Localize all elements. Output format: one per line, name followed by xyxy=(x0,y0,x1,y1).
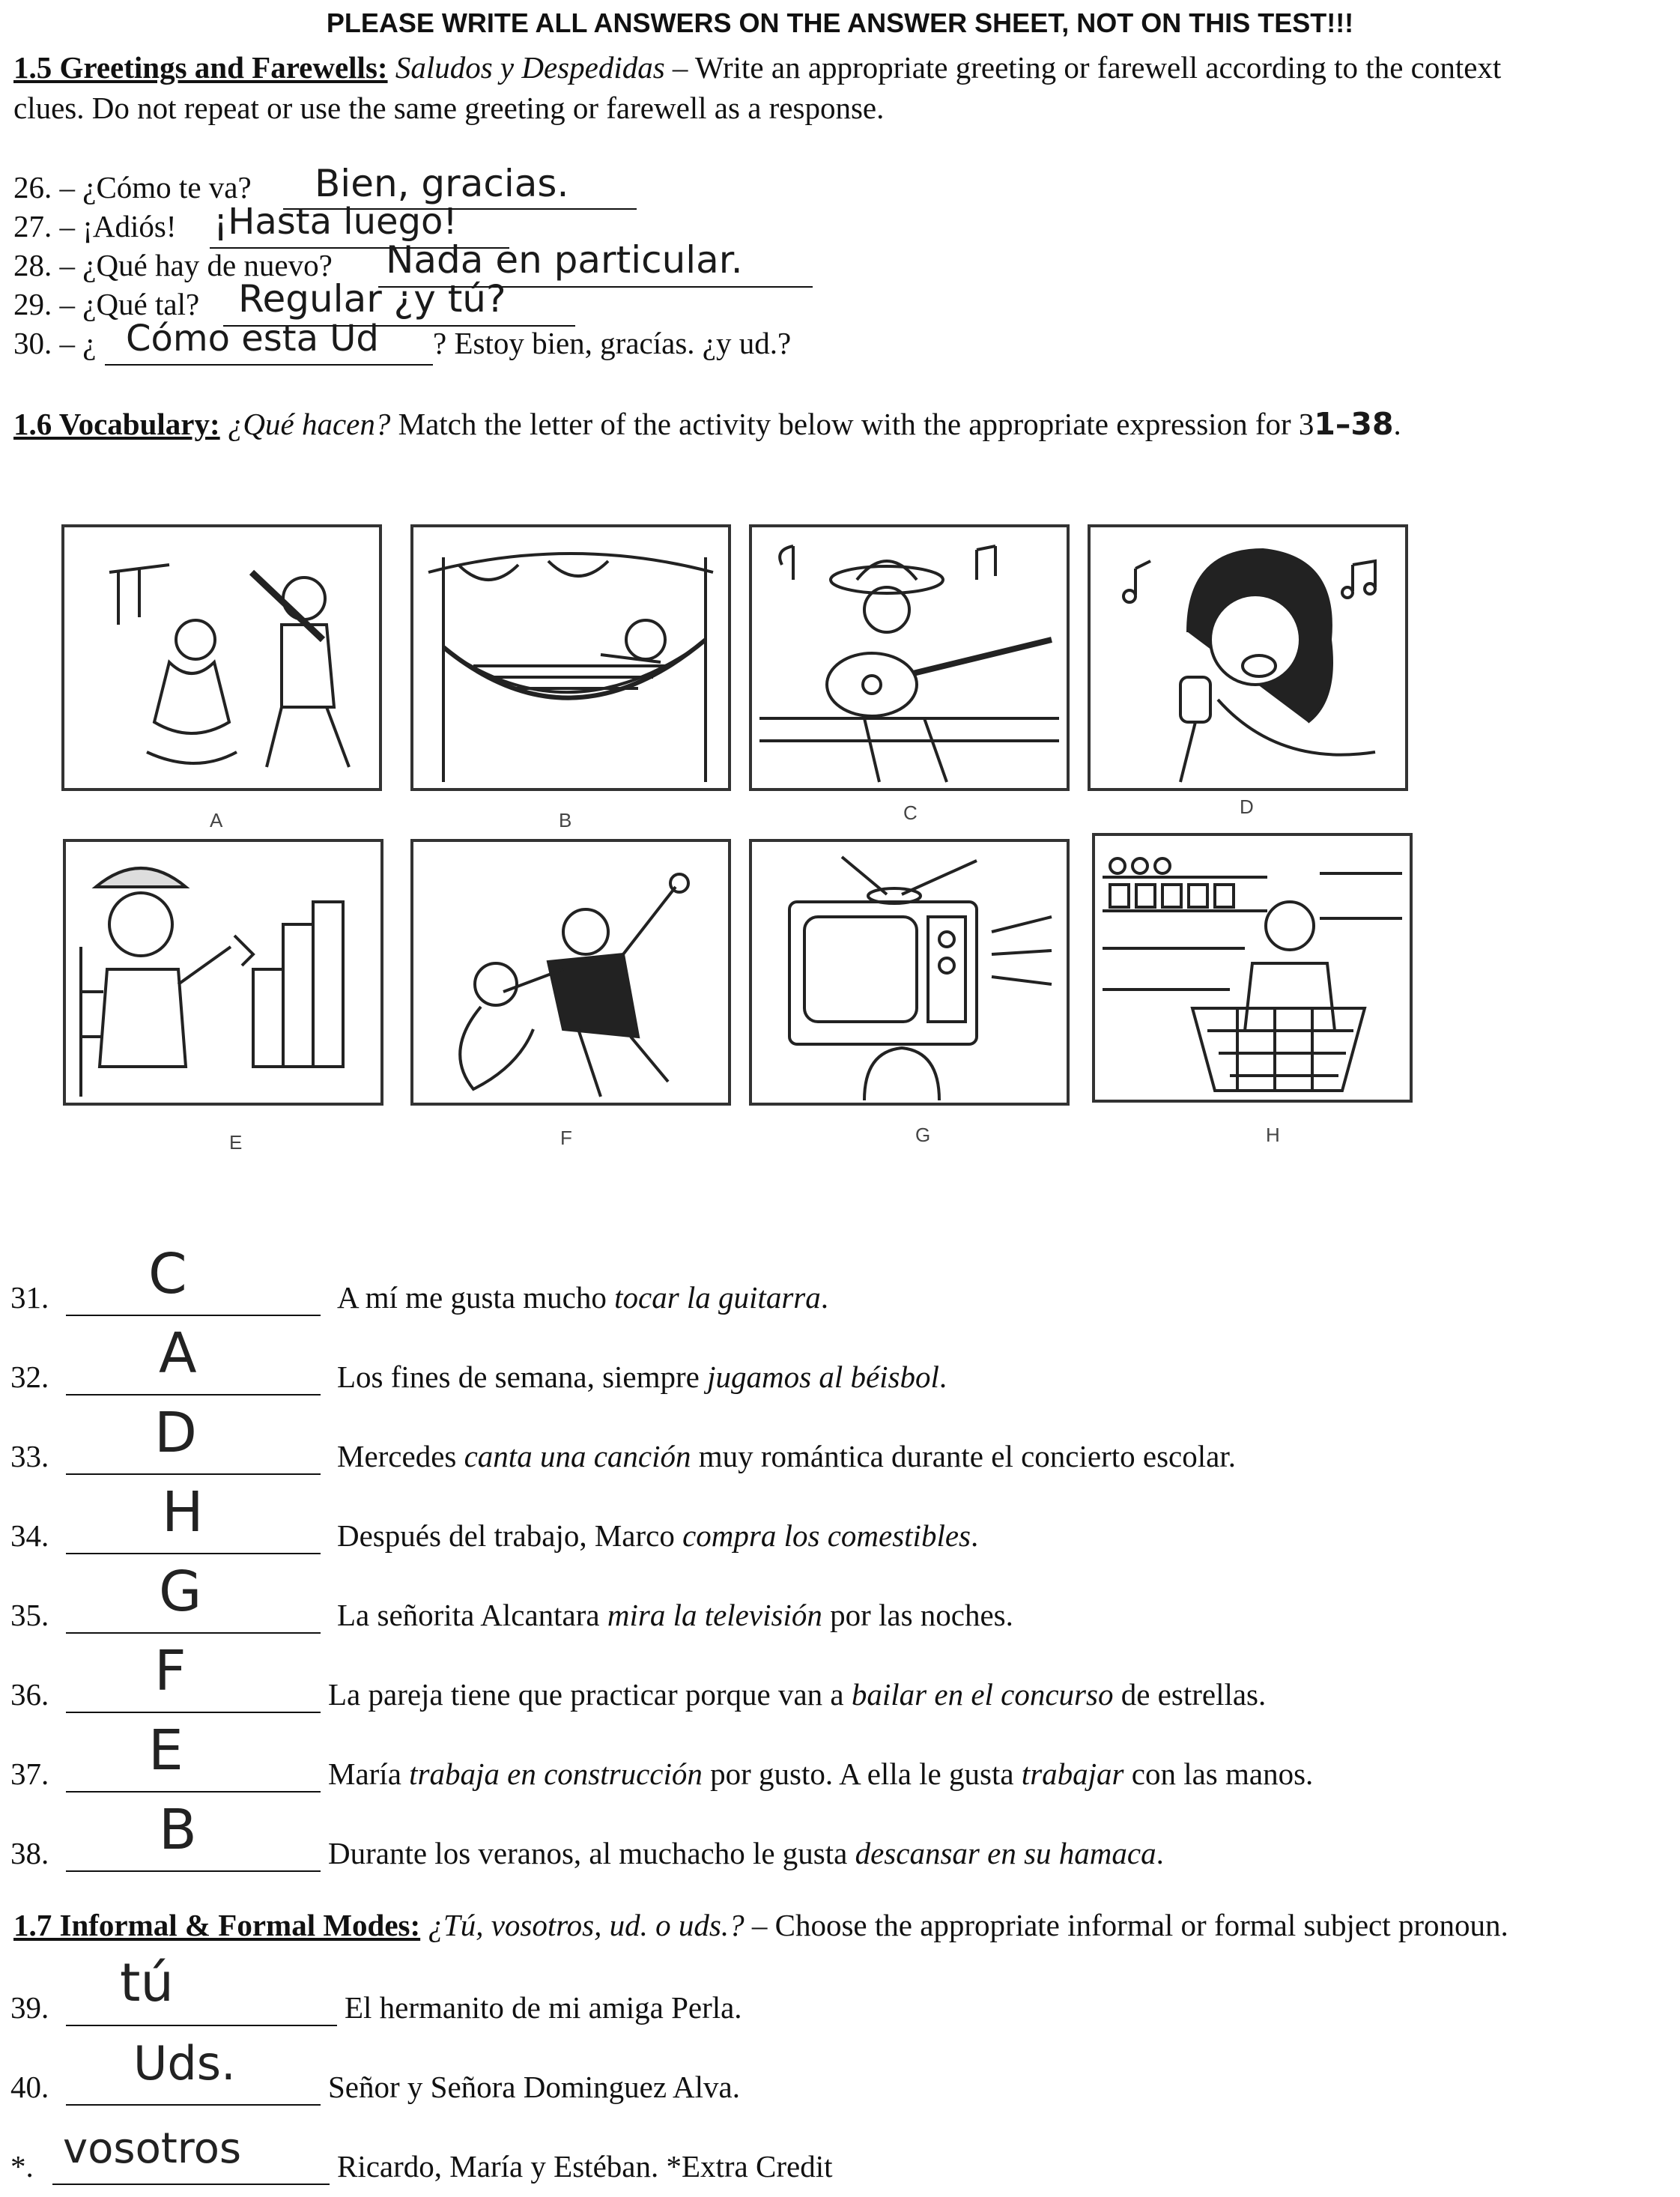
item-prompt: ¿Qué hay de nuevo? xyxy=(82,248,333,282)
section-title: 1.5 Greetings and Farewells: xyxy=(13,50,388,85)
item-35-number: 35. xyxy=(10,1598,49,1632)
item-31-text: A mí me gusta mucho tocar la guitarra. xyxy=(337,1280,828,1315)
item-40-text: Señor y Señora Dominguez Alva. xyxy=(328,2070,740,2104)
item-37-text: María trabaja en construcción por gusto. A ella le gusta trabajar con las manos. xyxy=(328,1757,1314,1791)
picture-panel-c xyxy=(749,524,1070,791)
handwritten-answer: Bien, gracias. xyxy=(315,162,569,205)
baseball-illustration xyxy=(64,527,379,788)
panel-label-d: D xyxy=(1240,796,1254,818)
handwritten-answer: Cómo esta Ud xyxy=(126,318,379,360)
instr-end: . xyxy=(1393,407,1401,441)
item-32-number: 32. xyxy=(10,1360,49,1394)
handwritten-answer: E xyxy=(148,1718,184,1783)
dancing-illustration xyxy=(413,842,728,1103)
answer-line[interactable] xyxy=(66,2104,321,2106)
television-illustration xyxy=(752,842,1067,1103)
handwritten-answer: G xyxy=(159,1560,202,1624)
section-instructions: Match the letter of the activity below with the appropriate expression for 3 xyxy=(390,407,1314,441)
item-33-number: 33. xyxy=(10,1439,49,1473)
item-40-number: 40. xyxy=(10,2070,49,2104)
item-39-number: 39. xyxy=(10,1990,49,2025)
answer-line[interactable] xyxy=(66,1553,321,1554)
picture-panel-g xyxy=(749,839,1070,1106)
item-32-text: Los fines de semana, siempre jugamos al béisbol. xyxy=(337,1360,947,1394)
item-30 xyxy=(13,322,96,364)
item-37-number: 37. xyxy=(10,1757,49,1791)
grocery-illustration xyxy=(1095,836,1410,1100)
item-number: 28. – xyxy=(13,248,83,282)
panel-label-g: G xyxy=(915,1124,931,1146)
item-31-number: 31. xyxy=(10,1280,49,1315)
item-27 xyxy=(13,205,177,247)
panel-label-f: F xyxy=(560,1127,572,1149)
handwritten-answer: Nada en particular. xyxy=(386,238,743,282)
panel-label-e: E xyxy=(229,1131,243,1154)
item-prompt: ¿ xyxy=(82,326,97,360)
section-instructions: – Write an appropriate greeting or farewell according to the context xyxy=(664,50,1502,85)
construction-illustration xyxy=(66,842,380,1103)
guitar-illustration xyxy=(752,527,1067,788)
item-35-text: La señorita Alcantara mira la televisión por las noches. xyxy=(337,1598,1013,1632)
item-39-text: El hermanito de mi amiga Perla. xyxy=(345,1990,742,2025)
item-36-number: 36. xyxy=(10,1677,49,1712)
handwritten-answer: B xyxy=(159,1798,197,1862)
answer-line[interactable] xyxy=(66,1712,321,1713)
hammock-illustration xyxy=(413,527,728,788)
picture-panel-b xyxy=(410,524,731,791)
handwritten-answer: Uds. xyxy=(133,2036,236,2091)
answer-line[interactable] xyxy=(105,364,433,366)
singer-illustration xyxy=(1091,527,1405,788)
panel-label-a: A xyxy=(210,809,223,831)
handwritten-answer: vosotros xyxy=(63,2124,242,2173)
handwritten-answer: Regular ¿y tú? xyxy=(238,277,506,321)
answer-line[interactable] xyxy=(66,1632,321,1634)
picture-panel-e xyxy=(63,839,383,1106)
section-subtitle: Saludos y Despedidas xyxy=(395,50,665,85)
answer-line[interactable] xyxy=(66,1791,321,1793)
picture-panel-f xyxy=(410,839,731,1106)
item-30-suffix: ? Estoy bien, gracías. ¿y ud.? xyxy=(433,326,792,360)
item-prompt: ¡Adiós! xyxy=(82,209,177,243)
section-1-7-heading xyxy=(13,1904,1508,1946)
answer-line[interactable] xyxy=(66,1870,321,1872)
answer-line[interactable] xyxy=(66,1315,321,1316)
panel-label-b: B xyxy=(559,809,572,831)
handwritten-answer: tú xyxy=(120,1952,174,2013)
item-38-text: Durante los veranos, al muchacho le gusta descansar en su hamaca. xyxy=(328,1836,1164,1870)
item-prompt: ¿Cómo te va? xyxy=(82,170,252,204)
section-title: 1.7 Informal & Formal Modes: xyxy=(13,1908,421,1942)
handwritten-answer: ¡Hasta luego! xyxy=(213,201,458,243)
answer-line[interactable] xyxy=(66,2025,337,2026)
panel-label-c: C xyxy=(903,801,918,824)
item-number: 26. – xyxy=(13,170,83,204)
answer-line[interactable] xyxy=(52,2184,330,2185)
item-33-text: Mercedes canta una canción muy romántica durante el concierto escolar. xyxy=(337,1439,1236,1473)
section-subtitle: ¿Tú, vosotros, ud. o uds.? xyxy=(428,1908,745,1942)
item-prompt: ¿Qué tal? xyxy=(82,287,200,321)
section-subtitle: ¿Qué hacen? xyxy=(227,407,391,441)
item-38-number: 38. xyxy=(10,1836,49,1870)
handwritten-range: 1–38 xyxy=(1314,406,1394,442)
section-1-6-heading xyxy=(13,403,1401,445)
handwritten-answer: C xyxy=(148,1242,187,1306)
item-36-text: La pareja tiene que practicar porque van a bailar en el concurso de estrellas. xyxy=(328,1677,1267,1712)
page-header: PLEASE WRITE ALL ANSWERS ON THE ANSWER SHEET, NOT ON THIS TEST!!! xyxy=(326,7,1354,38)
section-instructions: – Choose the appropriate informal or formal subject pronoun. xyxy=(744,1908,1508,1942)
section-1-5-instructions-cont: clues. Do not repeat or use the same greeting or farewell as a response. xyxy=(13,91,885,125)
picture-panel-a xyxy=(61,524,382,791)
handwritten-answer: F xyxy=(154,1639,187,1703)
handwritten-answer: H xyxy=(162,1480,204,1545)
item-34-number: 34. xyxy=(10,1518,49,1553)
section-title: 1.6 Vocabulary: xyxy=(13,407,220,441)
answer-line[interactable] xyxy=(66,1394,321,1396)
picture-panel-h xyxy=(1092,833,1413,1103)
item-number: 29. – xyxy=(13,287,83,321)
handwritten-answer: A xyxy=(159,1321,197,1386)
item-number: 27. – xyxy=(13,209,83,243)
extra-credit-text: Ricardo, María y Estéban. *Extra Credit xyxy=(337,2149,833,2184)
item-number: 30. – xyxy=(13,326,83,360)
section-1-5-heading xyxy=(13,46,1501,88)
handwritten-answer: D xyxy=(154,1401,197,1465)
picture-panel-d xyxy=(1088,524,1408,791)
extra-credit-marker: *. xyxy=(10,2149,34,2184)
panel-label-h: H xyxy=(1266,1124,1280,1146)
item-34-text: Después del trabajo, Marco compra los comestibles. xyxy=(337,1518,979,1553)
answer-line[interactable] xyxy=(66,1473,321,1475)
